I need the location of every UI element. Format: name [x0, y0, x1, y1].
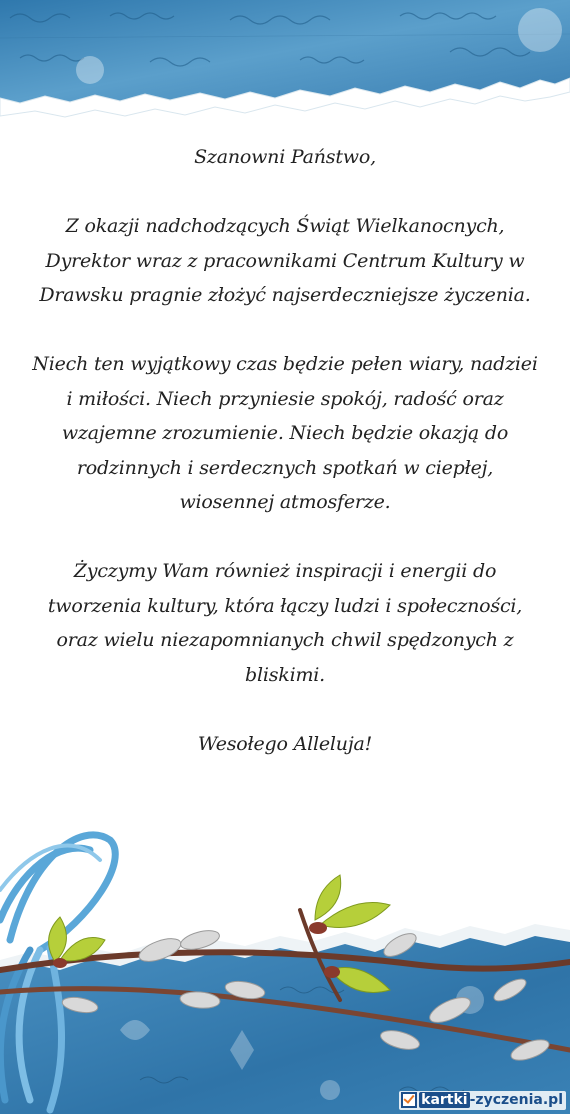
paragraph3-line4: bliskimi. — [245, 663, 325, 686]
closing: Wesołego Alleluja! — [197, 732, 373, 755]
paragraph3-line2: tworzenia kultury, która łączy ludzi i społeczności, — [47, 594, 523, 617]
greeting-text — [20, 140, 550, 761]
paragraph2-line5: wiosennej atmosferze. — [179, 491, 391, 513]
paragraph3-line3: oraz wielu niezapomnianych chwil spędzonych z — [56, 629, 514, 651]
salutation: Szanowni Państwo, — [194, 146, 376, 168]
watermark-part2: -zyczenia.pl — [469, 1092, 563, 1108]
site-watermark — [399, 1091, 566, 1110]
paragraph2-line1: Niech ten wyjątkowy czas będzie pełen wiary, nadziei — [32, 353, 538, 375]
paragraph1-line2: Dyrektor wraz z pracownikami Centrum Kultury w — [45, 249, 525, 272]
checkbox-logo-icon — [401, 1092, 417, 1108]
watermark-part1: kartki — [421, 1092, 468, 1108]
paragraph2-line2: i miłości. Niech przyniesie spokój, radość oraz — [66, 387, 504, 410]
paragraph2-line4: rodzinnych i serdecznych spotkań w ciepłej, — [76, 456, 494, 479]
paragraph1-line3: Drawsku pragnie złożyć najserdeczniejsze życzenia. — [39, 284, 531, 306]
torn-paper-top — [0, 0, 570, 120]
paragraph3-line1: Życzymy Wam również inspiracji i energii do — [73, 560, 497, 582]
bottom-decoration — [0, 800, 570, 1114]
paragraph1-line1: Z okazji nadchodzących Świąt Wielkanocnych, — [65, 215, 505, 237]
paragraph2-line3: wzajemne zrozumienie. Niech będzie okazją do — [61, 422, 509, 444]
